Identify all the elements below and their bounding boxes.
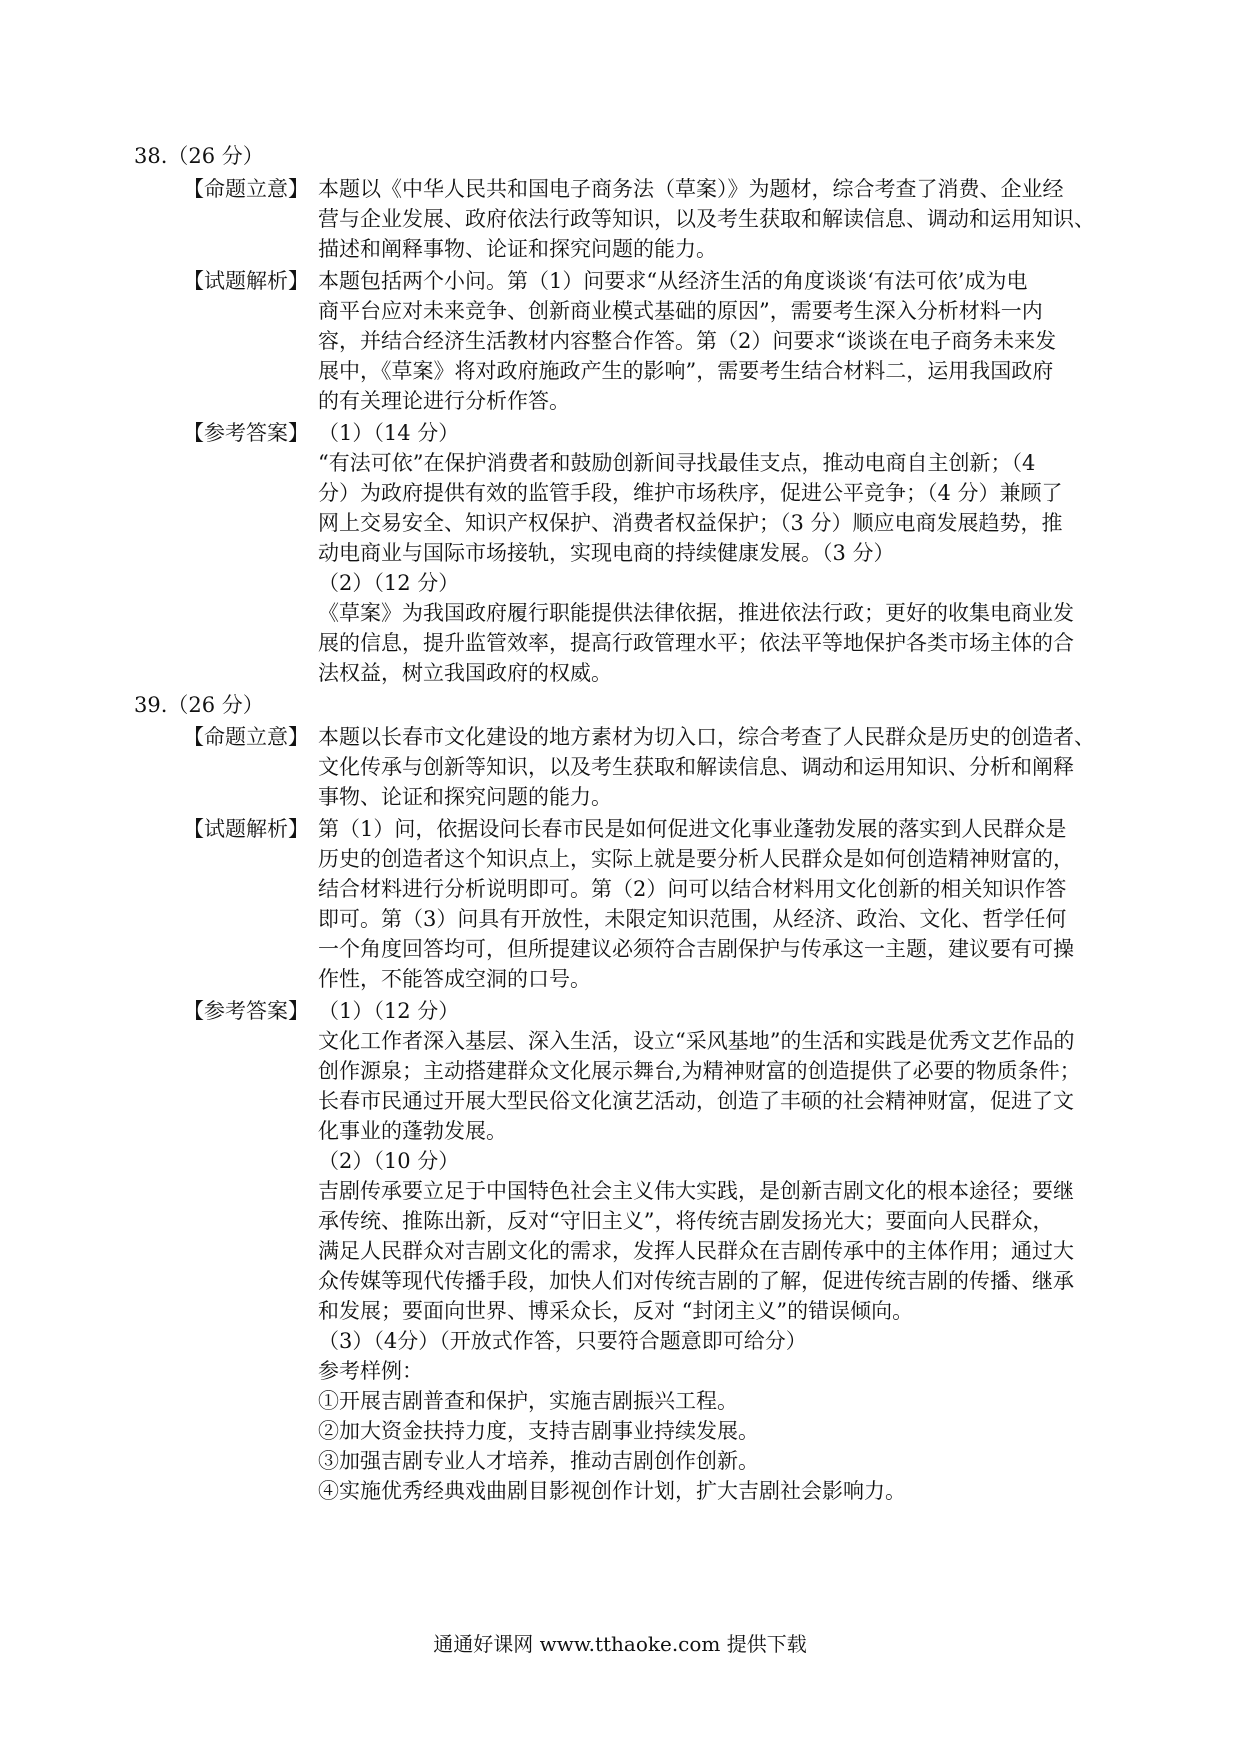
q39-analysis-line: 作性，不能答成空洞的口号。 — [318, 967, 591, 991]
q38-intent-line: 本题以《中华人民共和国电子商务法（草案）》为题材，综合考查了消费、企业经 — [318, 177, 1064, 201]
q38-answer-line: 网上交易安全、知识产权保护、消费者权益保护；（3 分）顺应电商发展趋势，推 — [318, 511, 1063, 535]
q39-answer-line: （3）（4分）（开放式作答，只要符合题意即可给分） — [318, 1329, 807, 1353]
q39-analysis-line: 即可。第（3）问具有开放性，未限定知识范围，从经济、政治、文化、哲学任何 — [318, 907, 1067, 931]
q39-answer-line: 满足人民群众对吉剧文化的需求，发挥人民群众在吉剧传承中的主体作用；通过大 — [318, 1239, 1074, 1263]
q39-answer-label: 【参考答案】 — [183, 999, 309, 1023]
q39-answer-line: （2）（10 分） — [318, 1149, 460, 1173]
q39-answer-line: 承传统、推陈出新，反对“守旧主义”，将传统吉剧发扬光大；要面向人民群众， — [318, 1209, 1054, 1233]
q38-number: 38.（26 分） — [134, 144, 264, 168]
q38-analysis-line: 的有关理论进行分析作答。 — [318, 389, 570, 413]
q39-answer-line: ②加大资金扶持力度，支持吉剧事业持续发展。 — [318, 1419, 759, 1443]
q39-analysis-line: 历史的创造者这个知识点上，实际上就是要分析人民群众是如何创造精神财富的， — [318, 847, 1074, 871]
q39-intent-line: 文化传承与创新等知识，以及考生获取和解读信息、调动和运用知识、分析和阐释 — [318, 755, 1074, 779]
q38-intent-line: 营与企业发展、政府依法行政等知识，以及考生获取和解读信息、调动和运用知识、 — [318, 207, 1095, 231]
q39-answer-line: （1）（12 分） — [318, 999, 460, 1023]
q38-analysis-line: 容，并结合经济生活教材内容整合作答。第（2）问要求“谈谈在电子商务未来发 — [318, 329, 1057, 353]
q38-answer-line: “有法可依”在保护消费者和鼓励创新间寻找最佳支点，推动电商自主创新；（4 — [318, 451, 1036, 475]
q39-answer-line: 参考样例： — [318, 1359, 423, 1383]
q38-intent-label: 【命题立意】 — [183, 177, 309, 201]
q39-analysis-line: 结合材料进行分析说明即可。第（2）问可以结合材料用文化创新的相关知识作答 — [318, 877, 1067, 901]
q38-answer-label: 【参考答案】 — [183, 421, 309, 445]
q38-answer-line: （1）（14 分） — [318, 421, 460, 445]
q38-answer-line: （2）（12 分） — [318, 571, 460, 595]
page-footer: 通通好课网 www.tthaoke.com 提供下载 — [433, 1632, 807, 1656]
q39-answer-line: 化事业的蓬勃发展。 — [318, 1119, 507, 1143]
q39-analysis-line: 第（1）问，依据设问长春市民是如何促进文化事业蓬勃发展的落实到人民群众是 — [318, 817, 1067, 841]
q38-answer-line: 法权益，树立我国政府的权威。 — [318, 661, 612, 685]
q39-answer-line: 和发展；要面向世界、博采众长，反对 “封闭主义”的错误倾向。 — [318, 1299, 914, 1323]
q39-number: 39.（26 分） — [134, 693, 264, 717]
q39-answer-line: 众传媒等现代传播手段，加快人们对传统吉剧的了解，促进传统吉剧的传播、继承 — [318, 1269, 1074, 1293]
q39-analysis-label: 【试题解析】 — [183, 817, 309, 841]
q39-answer-line: 吉剧传承要立足于中国特色社会主义伟大实践，是创新吉剧文化的根本途径；要继 — [318, 1179, 1074, 1203]
q39-analysis-line: 一个角度回答均可，但所提建议必须符合吉剧保护与传承这一主题，建议要有可操 — [318, 937, 1074, 961]
q39-answer-line: 创作源泉；主动搭建群众文化展示舞台,为精神财富的创造提供了必要的物质条件； — [318, 1059, 1081, 1083]
q38-answer-line: 动电商业与国际市场接轨，实现电商的持续健康发展。（3 分） — [318, 541, 895, 565]
q39-answer-line: 文化工作者深入基层、深入生活，设立“采风基地”的生活和实践是优秀文艺作品的 — [318, 1029, 1075, 1053]
q38-analysis-line: 本题包括两个小问。第（1）问要求“从经济生活的角度谈谈‘有法可依’成为电 — [318, 269, 1028, 293]
q39-intent-line: 本题以长春市文化建设的地方素材为切入口，综合考查了人民群众是历史的创造者、 — [318, 725, 1095, 749]
q38-answer-line: 展的信息，提升监管效率，提高行政管理水平；依法平等地保护各类市场主体的合 — [318, 631, 1074, 655]
q39-answer-line: 长春市民通过开展大型民俗文化演艺活动，创造了丰硕的社会精神财富，促进了文 — [318, 1089, 1074, 1113]
q38-intent-line: 描述和阐释事物、论证和探究问题的能力。 — [318, 237, 717, 261]
q39-answer-line: ①开展吉剧普查和保护，实施吉剧振兴工程。 — [318, 1389, 738, 1413]
q38-analysis-line: 展中，《草案》将对政府施政产生的影响”，需要考生结合材料二，运用我国政府 — [318, 359, 1054, 383]
q39-answer-line: ③加强吉剧专业人才培养，推动吉剧创作创新。 — [318, 1449, 759, 1473]
q38-answer-line: 分）为政府提供有效的监管手段，维护市场秩序，促进公平竞争；（4 分）兼顾了 — [318, 481, 1063, 505]
q39-intent-label: 【命题立意】 — [183, 725, 309, 749]
q39-answer-line: ④实施优秀经典戏曲剧目影视创作计划，扩大吉剧社会影响力。 — [318, 1479, 906, 1503]
q39-intent-line: 事物、论证和探究问题的能力。 — [318, 785, 612, 809]
q38-answer-line: 《草案》为我国政府履行职能提供法律依据，推进依法行政；更好的收集电商业发 — [318, 601, 1074, 625]
q38-analysis-label: 【试题解析】 — [183, 269, 309, 293]
q38-analysis-line: 商平台应对未来竞争、创新商业模式基础的原因”，需要考生深入分析材料一内 — [318, 299, 1043, 323]
